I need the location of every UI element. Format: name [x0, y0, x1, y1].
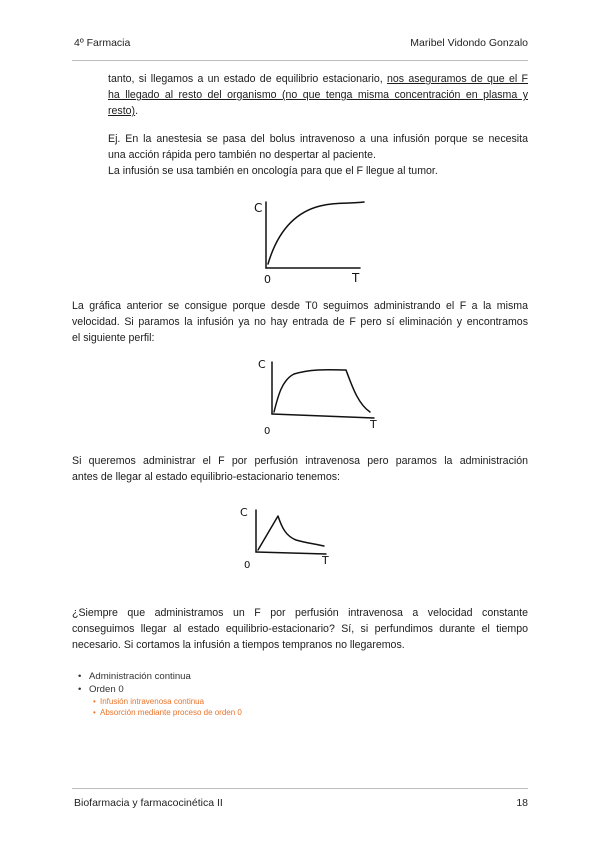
x-axis-label: T [322, 554, 329, 567]
underlined-text: ha llegado al resto del organismo (no que tenga misma concentración en plasma y [108, 89, 528, 101]
x-axis [256, 552, 326, 554]
origin-label: 0 [264, 273, 271, 286]
footer-divider [72, 788, 528, 789]
list-item: • Orden 0 [78, 683, 242, 696]
paragraph-line: Ej. En la anestesia se pasa del bolus intravenoso a una infusión porque se necesita [108, 133, 528, 145]
paragraph-line: La infusión se usa también en oncología para que el F llegue al tumor. [108, 165, 438, 177]
concentration-curve [258, 516, 324, 550]
paragraph-stop-infusion [72, 298, 528, 346]
text-run: . [135, 105, 139, 117]
list-item: • Administración continua [78, 670, 242, 683]
x-axis-label: T [370, 418, 377, 431]
underlined-text: nos aseguramos de que el F [386, 73, 528, 85]
paragraph-line: conseguimos llegar al estado equilibrio-estacionario? Sí, si perfundimos durante el tiempo [72, 623, 528, 635]
paragraph-line: ¿Siempre que administramos un F por perfusión intravenosa a velocidad constante [72, 607, 528, 619]
paragraph-anesthesia-example [108, 131, 528, 179]
paragraph-line: Si queremos administrar el F por perfusión intravenosa pero paramos la administración [72, 455, 528, 467]
sub-list-item: • Absorción mediante proceso de orden 0 [78, 707, 242, 718]
paragraph-early-stop [72, 453, 528, 485]
paragraph-question [72, 605, 528, 653]
footer-course-title: Biofarmacia y farmacocinética II [74, 797, 223, 809]
concentration-curve [274, 370, 370, 412]
y-axis-label: C [240, 506, 248, 519]
y-axis-label: C [258, 358, 266, 371]
header-course: 4º Farmacia [74, 37, 131, 49]
page-number: 18 [516, 797, 528, 809]
origin-label: 0 [264, 426, 271, 437]
underlined-text: resto) [108, 105, 136, 117]
x-axis [272, 414, 374, 418]
paragraph-line [108, 71, 528, 87]
sub-list-item: • Infusión intravenosa continua [78, 696, 242, 707]
paragraph-line: antes de llegar al estado equilibrio-estacionario tenemos: [72, 471, 340, 483]
paragraph-line: La gráfica anterior se consigue porque desde T0 seguimos administrando el F a la misma [72, 300, 528, 312]
graph-infusion-stopped [254, 352, 386, 438]
graph-peak-decline [236, 500, 340, 572]
header-author: Maribel Vidondo Gonzalo [410, 37, 528, 49]
bullet-list [78, 670, 242, 718]
text-run: tanto, si llegamos a un estado de equilibrio estacionario, [108, 73, 387, 85]
paragraph-steady-state [108, 71, 528, 119]
paragraph-line: velocidad. Si paramos la infusión ya no hay entrada de F pero sí eliminación y encontramos [72, 316, 528, 328]
paragraph-line: necesario. Si cortamos la infusión a tiempos tempranos no llegaremos. [72, 639, 405, 651]
paragraph-line: el siguiente perfil: [72, 332, 155, 344]
paragraph-line: una acción rápida pero también no despertar al paciente. [108, 149, 376, 161]
origin-label: 0 [244, 560, 251, 571]
y-axis-label: C [254, 201, 263, 215]
concentration-curve [268, 202, 364, 264]
graph-infusion-plateau [248, 190, 378, 286]
header-divider [72, 60, 528, 61]
x-axis-label: T [352, 271, 360, 285]
